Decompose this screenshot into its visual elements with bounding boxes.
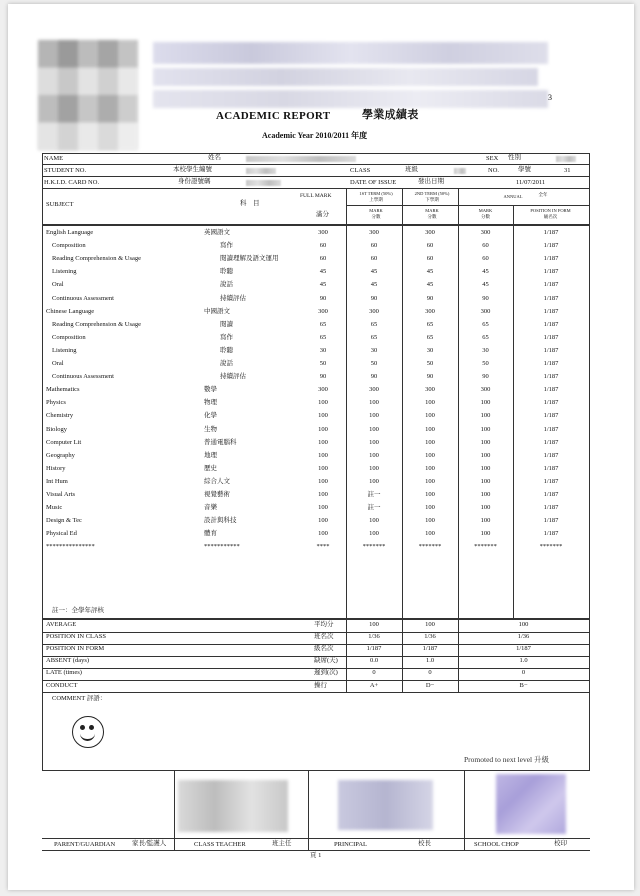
position-in-form: 1/187 <box>543 386 559 394</box>
summary-label-zh: 操行 <box>314 681 327 689</box>
annual-mark: 100 <box>480 412 491 420</box>
summary-label-en: AVERAGE <box>46 621 77 628</box>
subject-name-en: *************** <box>46 543 95 551</box>
term2-mark: 65 <box>426 320 434 328</box>
subject-name-zh: 地理 <box>204 451 217 459</box>
position-in-form: 1/187 <box>543 425 559 433</box>
term2-mark: 60 <box>426 242 434 250</box>
term1-mark: 100 <box>369 464 379 472</box>
annual-mark: 90 <box>482 294 489 302</box>
sex-label-zh: 性別 <box>508 154 521 161</box>
term2-mark: 100 <box>425 438 435 446</box>
hkid-value-blurred <box>246 180 281 186</box>
summary-term2: 100 <box>425 621 435 628</box>
subject-name-en: History <box>46 464 66 472</box>
subject-name-zh: 設計與科技 <box>204 517 237 525</box>
sig-principal-zh: 校長 <box>418 840 431 847</box>
term1-mark: 90 <box>370 373 378 381</box>
term2-mark: 30 <box>426 346 434 354</box>
sex-value-blurred <box>556 156 576 162</box>
col-position-zh: 級名次 <box>543 214 558 219</box>
annual-mark: 300 <box>480 386 491 394</box>
annual-mark: 100 <box>480 504 491 512</box>
full-mark: 30 <box>319 346 327 354</box>
summary-label-zh: 班名次 <box>314 633 334 641</box>
subject-name-zh: 持續評估 <box>220 294 246 302</box>
report-page <box>8 4 634 890</box>
annual-mark: 65 <box>482 320 489 328</box>
subject-name-en: Chinese Language <box>46 307 95 315</box>
summary-label-zh: 平均分 <box>314 621 334 628</box>
page-number: 頁 1 <box>310 852 322 859</box>
subject-name-en: Physical Ed <box>46 530 77 538</box>
position-in-form: 1/187 <box>543 255 559 263</box>
subject-name-zh: 英國語文 <box>204 229 230 236</box>
subject-name-zh: 閱讀 <box>220 320 233 328</box>
rule <box>458 618 459 692</box>
rule <box>513 205 514 618</box>
subject-name-zh: 寫作 <box>220 333 233 341</box>
position-in-form: 1/187 <box>543 530 559 538</box>
term2-mark: 100 <box>425 412 435 420</box>
annual-mark: 100 <box>480 491 491 498</box>
student-no-label-zh: 本校學生編號 <box>173 166 212 173</box>
subject-name-en: Computer Lit <box>46 438 82 446</box>
term1-mark: 100 <box>369 451 379 459</box>
subject-name-zh: 體育 <box>204 530 217 538</box>
summary-term1: 0 <box>372 669 376 677</box>
rule <box>42 164 590 165</box>
position-in-form: 1/187 <box>543 281 559 289</box>
summary-term1: 100 <box>369 621 379 628</box>
sex-label-en: SEX <box>486 155 499 162</box>
subject-name-en: Continuous Assessment <box>52 373 114 381</box>
subject-name-zh: 持續評估 <box>220 373 246 381</box>
full-mark: 100 <box>318 438 328 446</box>
term1-mark: 100 <box>369 399 379 407</box>
subject-name-en: English Language <box>46 229 94 236</box>
rule <box>42 224 590 226</box>
term2-mark: 90 <box>426 294 434 302</box>
summary-term1: 1/187 <box>366 645 382 653</box>
subject-name-zh: 說話 <box>220 281 233 289</box>
full-mark: 100 <box>318 399 328 407</box>
col-term2-zh: 下學期 <box>425 197 439 202</box>
term1-mark: 45 <box>370 268 378 276</box>
summary-term2: 1/187 <box>422 645 438 653</box>
subject-name-en: Continuous Assessment <box>52 294 114 302</box>
position-in-form: 1/187 <box>543 504 559 512</box>
sig-parent-en: PARENT/GUARDIAN <box>54 841 116 848</box>
term2-mark: 100 <box>425 530 435 538</box>
subject-name-en: Biology <box>46 425 67 433</box>
position-in-form: 1/187 <box>543 491 559 498</box>
name-label-zh: 姓名 <box>208 154 221 161</box>
position-in-form: 1/187 <box>543 242 559 250</box>
school-logo-blurred-overlay <box>38 40 138 150</box>
summary-label-zh: 級名次 <box>314 645 334 653</box>
school-contact-blurred <box>153 90 548 108</box>
term1-mark: 60 <box>370 255 378 263</box>
subject-name-zh: 中國語文 <box>204 307 230 315</box>
summary-annual: 1.0 <box>519 657 528 665</box>
position-in-form: 1/187 <box>543 438 559 446</box>
position-in-form: 1/187 <box>543 464 559 472</box>
term2-mark: 100 <box>425 491 435 498</box>
sig-teacher-en: CLASS TEACHER <box>194 841 246 848</box>
summary-annual: 1/36 <box>517 633 530 641</box>
rule <box>589 153 590 770</box>
col-term1-zh: 上學期 <box>369 197 383 202</box>
subject-name-zh: 歷史 <box>204 464 217 472</box>
class-value-blurred <box>454 168 466 174</box>
subject-name-en: Chemistry <box>46 412 74 420</box>
summary-label-en: LATE (times) <box>46 669 82 677</box>
student-no-value-blurred <box>246 168 276 174</box>
full-mark: 100 <box>318 504 328 512</box>
full-mark: 100 <box>318 412 328 420</box>
summary-label-zh: 遲到(次) <box>314 669 338 677</box>
term2-mark: 90 <box>426 373 434 381</box>
no-label-en: NO. <box>488 167 500 174</box>
full-mark: 45 <box>319 281 327 289</box>
name-value-blurred <box>246 156 356 162</box>
term2-mark: 300 <box>425 386 435 394</box>
note-text: 註一：全學年評核 <box>52 607 104 614</box>
annual-mark: 300 <box>480 307 491 315</box>
col-term2-mark: MARK <box>425 208 439 213</box>
position-in-form: 1/187 <box>543 307 559 315</box>
col-annual: ANNUAL <box>503 194 523 199</box>
subject-name-en: Reading Comprehension & Usage <box>52 255 141 263</box>
rule <box>458 188 459 618</box>
summary-annual: 0 <box>521 669 526 677</box>
sig-chop-en: SCHOOL CHOP <box>474 841 519 848</box>
report-title-en: ACADEMIC REPORT <box>216 110 331 122</box>
no-value: 31 <box>564 167 571 174</box>
term1-mark: 300 <box>369 307 379 315</box>
principal-signature-blurred <box>338 780 433 830</box>
term2-mark: 50 <box>426 360 434 367</box>
summary-rule <box>42 692 590 693</box>
comment-label: COMMENT 評語： <box>52 695 107 702</box>
full-mark: **** <box>316 543 330 551</box>
summary-annual: B− <box>519 681 528 689</box>
annual-mark: 100 <box>480 451 491 459</box>
header-code: 3 <box>548 93 552 102</box>
annual-mark: 45 <box>482 281 489 289</box>
rule <box>346 618 347 692</box>
sig-chop-zh: 校印 <box>554 840 567 847</box>
full-mark: 90 <box>319 294 327 302</box>
subject-name-zh: 說話 <box>220 360 233 367</box>
school-name-blurred <box>153 42 548 64</box>
subject-name-en: Composition <box>52 333 86 341</box>
sig-principal-en: PRINCIPAL <box>334 841 367 848</box>
subject-name-en: Listening <box>52 346 77 354</box>
col-term1-mark-zh: 分數 <box>371 214 381 219</box>
annual-mark: 100 <box>480 425 491 433</box>
col-annual-zh: 全年 <box>538 192 548 197</box>
summary-label-en: POSITION IN FORM <box>46 645 105 653</box>
rule <box>42 618 590 620</box>
term2-mark: ******* <box>418 543 442 551</box>
term1-mark: 100 <box>369 477 379 485</box>
rule <box>346 205 590 206</box>
position-in-form: 1/187 <box>543 412 559 420</box>
summary-term1: A+ <box>369 681 379 689</box>
term1-mark: 60 <box>370 242 378 250</box>
term2-mark: 100 <box>425 477 435 485</box>
subject-name-zh: 寫作 <box>220 242 233 250</box>
rule <box>42 153 43 770</box>
col-term2: 2ND TERM (50%) <box>414 191 450 196</box>
subject-name-en: Visual Arts <box>46 491 76 498</box>
rule <box>42 838 590 839</box>
col-term1-mark: MARK <box>369 208 383 213</box>
school-chop-blurred <box>496 774 566 834</box>
teacher-signature-blurred <box>178 780 288 832</box>
term2-mark: 100 <box>425 425 435 433</box>
position-in-form: 1/187 <box>543 451 559 459</box>
col-annual-mark: MARK <box>478 208 493 213</box>
position-in-form: 1/187 <box>543 373 559 381</box>
annual-mark: 30 <box>482 346 489 354</box>
no-label-zh: 學號 <box>518 166 531 173</box>
full-mark: 65 <box>319 320 327 328</box>
term1-mark: 65 <box>370 333 378 341</box>
class-label-en: CLASS <box>350 167 371 174</box>
position-in-form: 1/187 <box>543 268 559 276</box>
annual-mark: 300 <box>480 229 491 236</box>
term1-mark: 註一 <box>367 504 381 512</box>
full-mark: 60 <box>319 255 327 263</box>
term1-mark: 30 <box>370 346 378 354</box>
summary-term1: 1/36 <box>368 633 380 641</box>
promoted-text: Promoted to next level 升級 <box>464 755 549 764</box>
smiley-stamp-icon <box>72 716 104 748</box>
class-label-zh: 班級 <box>405 166 418 173</box>
subject-name-en: Oral <box>52 360 64 367</box>
position-in-form: 1/187 <box>543 346 559 354</box>
col-position: POSITION IN FORM <box>530 208 571 213</box>
term2-mark: 45 <box>426 281 434 289</box>
subject-name-en: Int Hum <box>46 477 68 485</box>
hkid-label-zh: 身份證號碼 <box>178 178 211 185</box>
full-mark: 100 <box>318 451 328 459</box>
full-mark: 100 <box>318 464 328 472</box>
subject-name-zh: 生物 <box>204 425 217 433</box>
term2-mark: 65 <box>426 333 434 341</box>
term1-mark: 45 <box>370 281 378 289</box>
term2-mark: 100 <box>425 451 435 459</box>
full-mark: 300 <box>318 386 328 394</box>
annual-mark: 100 <box>480 438 491 446</box>
issue-value: 11/07/2011 <box>516 179 546 186</box>
term1-mark: 100 <box>369 412 379 420</box>
annual-mark: 90 <box>482 373 489 381</box>
position-in-form: 1/187 <box>543 360 559 367</box>
sig-teacher-zh: 班主任 <box>272 840 292 847</box>
subject-name-zh: 閱讀理解及語文運用 <box>220 255 279 263</box>
subject-name-zh: 普通電腦科 <box>204 438 237 446</box>
subject-name-en: Physics <box>46 399 66 407</box>
col-fullmark-zh: 滿分 <box>316 211 329 218</box>
full-mark: 100 <box>318 530 328 538</box>
term2-mark: 100 <box>425 504 435 512</box>
subject-name-zh: 物理 <box>204 399 217 407</box>
term1-mark: 註一 <box>367 491 381 498</box>
rule <box>346 188 347 618</box>
summary-label-zh: 缺席(天) <box>314 657 338 665</box>
full-mark: 100 <box>318 425 328 433</box>
subject-name-zh: 化學 <box>204 412 217 420</box>
rule <box>402 188 403 618</box>
report-title-zh: 學業成績表 <box>362 109 419 121</box>
annual-mark: 100 <box>480 399 491 407</box>
summary-label-en: ABSENT (days) <box>46 657 90 665</box>
student-no-label-en: STUDENT NO. <box>44 167 87 174</box>
summary-annual: 100 <box>518 621 529 628</box>
term2-mark: 300 <box>425 307 435 315</box>
school-address-blurred <box>153 68 538 86</box>
annual-mark: 100 <box>480 477 491 485</box>
full-mark: 50 <box>319 360 327 367</box>
term2-mark: 100 <box>425 464 435 472</box>
position-in-form: 1/187 <box>543 229 559 236</box>
full-mark: 300 <box>318 229 328 236</box>
hkid-label-en: H.K.I.D. CARD NO. <box>44 179 100 186</box>
full-mark: 65 <box>319 333 327 341</box>
term2-mark: 100 <box>425 399 435 407</box>
position-in-form: 1/187 <box>543 477 559 485</box>
rule <box>42 188 590 189</box>
term2-mark: 100 <box>425 517 435 525</box>
col-subject-zh: 科 目 <box>240 200 260 207</box>
full-mark: 100 <box>318 491 328 498</box>
annual-mark: 100 <box>480 517 491 525</box>
summary-term2: 1/36 <box>424 633 436 641</box>
col-subject-en: SUBJECT <box>46 201 74 208</box>
term2-mark: 45 <box>426 268 434 276</box>
academic-year: Academic Year 2010/2011 年度 <box>262 131 368 140</box>
term1-mark: 100 <box>369 425 379 433</box>
subject-name-en: Listening <box>52 268 77 276</box>
subject-name-en: Composition <box>52 242 86 250</box>
annual-mark: 100 <box>480 464 491 472</box>
subject-name-en: Geography <box>46 451 75 459</box>
full-mark: 60 <box>319 242 327 250</box>
subject-name-zh: 音樂 <box>204 504 217 512</box>
summary-label-en: CONDUCT <box>46 681 78 689</box>
sig-parent-zh: 家長/監護人 <box>132 840 167 847</box>
term1-mark: 100 <box>369 438 379 446</box>
annual-mark: 45 <box>482 268 489 276</box>
position-in-form: ******* <box>539 543 563 551</box>
rule <box>42 770 590 771</box>
rule <box>42 850 590 851</box>
col-term2-mark-zh: 分數 <box>427 214 437 219</box>
term2-mark: 60 <box>426 255 434 263</box>
summary-label-en: POSITION IN CLASS <box>46 633 106 641</box>
issue-label-zh: 發出日期 <box>418 178 444 185</box>
subject-name-en: Music <box>46 504 63 512</box>
position-in-form: 1/187 <box>543 320 559 328</box>
term1-mark: 300 <box>369 386 379 394</box>
annual-mark: 60 <box>482 255 489 263</box>
col-annual-mark-zh: 分數 <box>481 214 490 219</box>
term1-mark: 300 <box>369 229 379 236</box>
subject-name-en: Design & Tec <box>46 517 82 525</box>
annual-mark: 65 <box>482 333 489 341</box>
full-mark: 100 <box>318 517 328 525</box>
term1-mark: 100 <box>369 530 379 538</box>
term1-mark: 50 <box>370 360 378 367</box>
subject-name-zh: 聆聽 <box>220 268 233 276</box>
full-mark: 300 <box>318 307 328 315</box>
subject-name-zh: *********** <box>204 543 240 551</box>
issue-label-en: DATE OF ISSUE <box>350 179 397 186</box>
term1-mark: 65 <box>370 320 378 328</box>
annual-mark: ******* <box>474 543 497 551</box>
summary-term2: 1.0 <box>425 657 435 665</box>
summary-annual: 1/187 <box>516 645 531 653</box>
annual-mark: 50 <box>482 360 489 367</box>
position-in-form: 1/187 <box>543 517 559 525</box>
summary-term2: 0 <box>428 669 432 677</box>
name-label-en: NAME <box>44 155 64 162</box>
full-mark: 100 <box>318 477 328 485</box>
subject-name-zh: 聆聽 <box>220 346 233 354</box>
subject-name-en: Mathematics <box>46 386 80 394</box>
term1-mark: ******* <box>362 543 386 551</box>
term1-mark: 90 <box>370 294 378 302</box>
summary-term1: 0.0 <box>369 657 379 665</box>
rule <box>42 176 590 177</box>
position-in-form: 1/187 <box>543 294 559 302</box>
col-term1: 1ST TERM (50%) <box>359 191 393 196</box>
annual-mark: 100 <box>480 530 491 538</box>
term2-mark: 300 <box>425 229 435 236</box>
subject-name-zh: 綜合人文 <box>204 477 230 485</box>
annual-mark: 60 <box>482 242 489 250</box>
term1-mark: 100 <box>369 517 379 525</box>
col-fullmark-en: FULL MARK <box>300 193 332 199</box>
subject-name-zh: 數學 <box>204 386 217 394</box>
summary-rule <box>42 680 590 681</box>
position-in-form: 1/187 <box>543 333 559 341</box>
rule <box>402 618 403 692</box>
summary-term2: D− <box>425 681 435 689</box>
subject-name-zh: 視覺藝術 <box>204 491 230 498</box>
full-mark: 45 <box>319 268 327 276</box>
full-mark: 90 <box>319 373 327 381</box>
position-in-form: 1/187 <box>543 399 559 407</box>
subject-name-en: Reading Comprehension & Usage <box>52 320 141 328</box>
subject-name-en: Oral <box>52 281 64 289</box>
